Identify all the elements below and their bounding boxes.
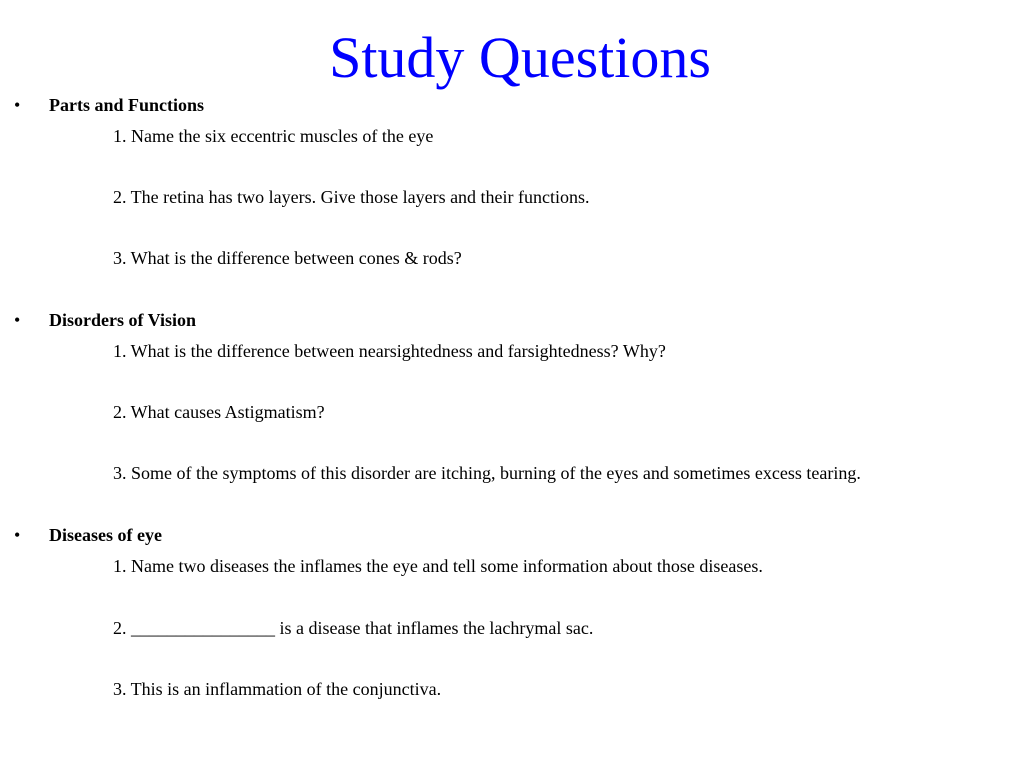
section-heading: Disorders of Vision [49, 310, 197, 330]
question-item: 2. What causes Astigmatism? [113, 402, 325, 422]
question-item: 1. Name two diseases the inflames the eye and tell some information about those diseases. [113, 556, 763, 576]
bullet-icon: • [14, 310, 21, 330]
slide-title: Study Questions [329, 25, 711, 90]
section-heading: Parts and Functions [49, 95, 205, 115]
question-item: 1. What is the difference between nearsightedness and farsightedness? Why? [113, 341, 666, 361]
question-item: 2. The retina has two layers. Give those layers and their functions. [113, 187, 590, 207]
bullet-icon: • [14, 525, 21, 545]
bullet-icon: • [14, 95, 21, 115]
question-item: 3. What is the difference between cones & rods? [113, 248, 462, 268]
question-item: 1. Name the six eccentric muscles of the eye [113, 126, 434, 146]
question-item: 3. This is an inflammation of the conjunctiva. [113, 679, 442, 699]
section-heading: Diseases of eye [49, 525, 162, 545]
question-item: 2. ________________ is a disease that inflames the lachrymal sac. [113, 618, 594, 638]
question-item: 3. Some of the symptoms of this disorder are itching, burning of the eyes and sometimes excess tearing. [113, 463, 861, 483]
